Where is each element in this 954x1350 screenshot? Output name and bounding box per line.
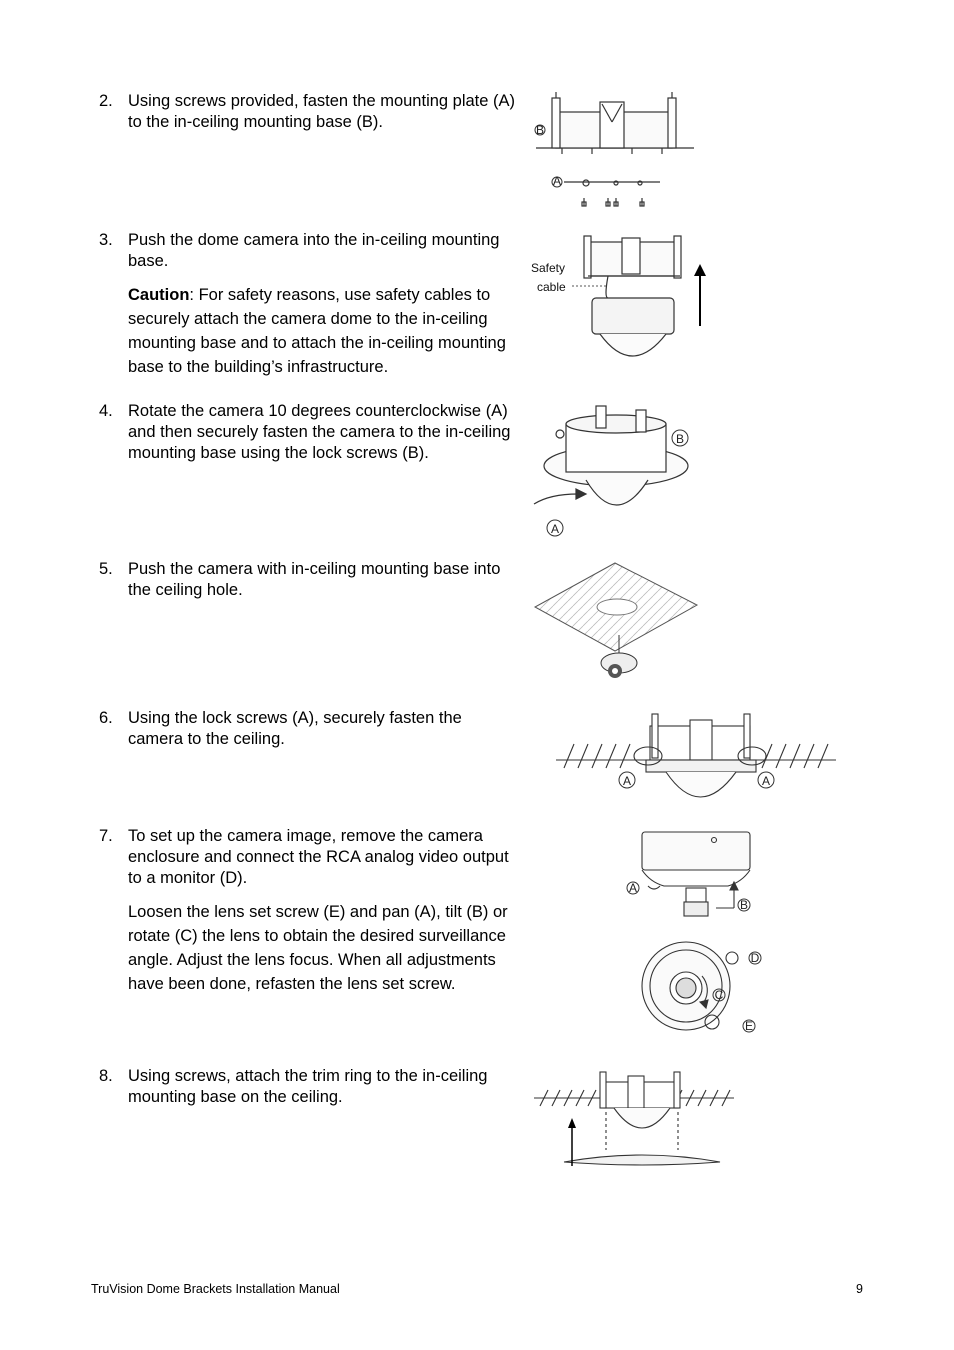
step-text: Using the lock screws (A), securely fasten the camera to the ceiling. <box>128 709 462 748</box>
lens-adjustment-figure <box>620 826 780 1046</box>
step-text: Using screws, attach the trim ring to the in-ceiling mounting base on the ceiling. <box>128 1067 488 1106</box>
step-text: Rotate the camera 10 degrees counterclockwise (A) and then securely fasten the camera to the in-ceiling mounting base using the lock screws (B). <box>128 402 511 462</box>
caution-note <box>128 283 520 379</box>
label-a-right: A <box>761 774 771 788</box>
step-text: Push the camera with in-ceiling mounting base into the ceiling hole. <box>128 560 501 599</box>
label-safety: Safety <box>531 261 566 275</box>
rotate-camera-figure <box>530 400 700 540</box>
label-d: D <box>750 951 760 965</box>
safety-cable-figure <box>528 228 708 368</box>
label-a: A <box>628 881 638 895</box>
label-a-left: A <box>622 774 632 788</box>
label-b: B <box>739 898 749 912</box>
step-text: Push the dome camera into the in-ceiling mounting base. <box>128 231 500 270</box>
step-text: Using screws provided, fasten the mounting plate (A) to the in-ceiling mounting base (B). <box>128 92 516 131</box>
caution-label: Caution <box>128 286 190 304</box>
label-e: E <box>744 1019 754 1033</box>
label-c: C <box>714 988 724 1002</box>
step-number: 8. <box>99 1067 113 1085</box>
label-b: B <box>535 123 545 137</box>
lock-screws-figure <box>556 710 836 805</box>
step-number: 5. <box>99 560 113 578</box>
step-number: 7. <box>99 827 113 845</box>
step-number: 2. <box>99 92 113 110</box>
label-cable: cable <box>537 280 566 294</box>
step-text: To set up the camera image, remove the camera enclosure and connect the RCA analog video output to a monitor (D). <box>128 827 509 887</box>
step-number: 6. <box>99 709 113 727</box>
step-number: 4. <box>99 402 113 420</box>
page-number: 9 <box>856 1282 863 1296</box>
label-b: B <box>675 432 685 446</box>
trim-ring-figure <box>534 1068 734 1178</box>
label-a: A <box>550 522 560 536</box>
caution-text: : For safety reasons, use safety cables to securely attach the camera dome to the in-ceiling mounting base and to attach the in-ceiling mounting base to the building’s infrastructure. <box>128 286 506 376</box>
label-a: A <box>552 174 562 188</box>
ceiling-hole-figure <box>533 561 703 686</box>
lens-adjust-note: Loosen the lens set screw (E) and pan (A), tilt (B) or rotate (C) the lens to obtain the desired surveillance angle. Adjust the lens focus. When all adjustments have been done, refasten the lens set screw. <box>128 903 508 993</box>
step-number: 3. <box>99 231 113 249</box>
footer-title: TruVision Dome Brackets Installation Manual <box>91 1282 340 1296</box>
mounting-plate-figure <box>532 92 702 212</box>
